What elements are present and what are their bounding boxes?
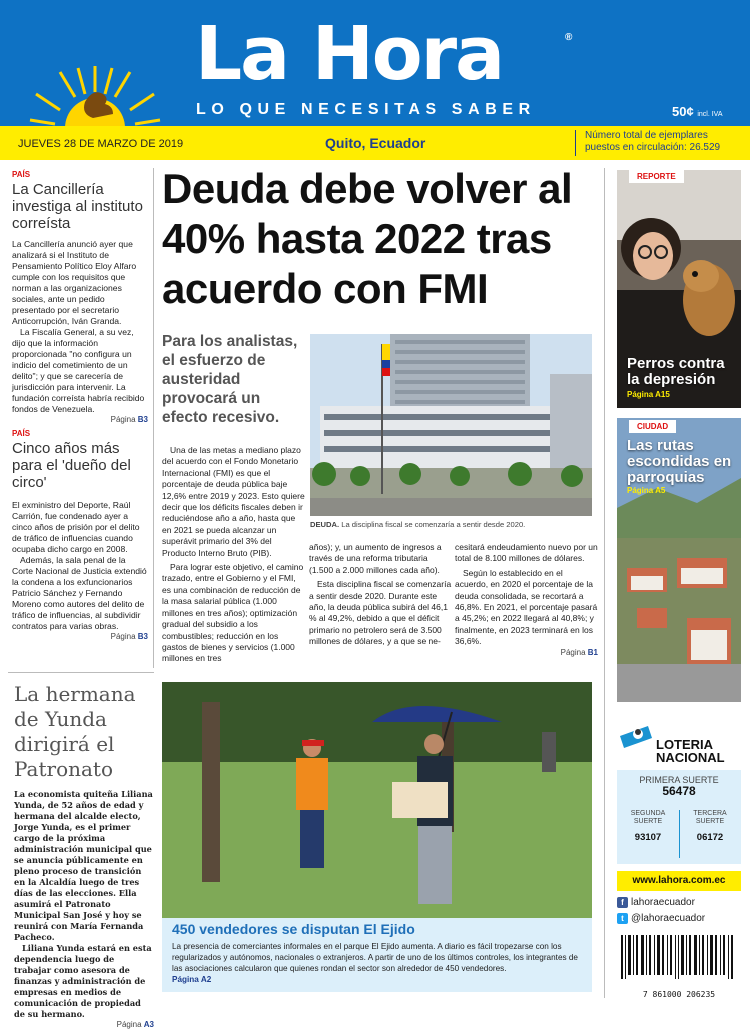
bottom-story-headline[interactable]: 450 vendedores se disputan El Ejido bbox=[172, 921, 415, 937]
story-kicker: PAÍS bbox=[12, 170, 31, 179]
bottom-story-text: La presencia de comerciantes informales en el parque El Ejido aumenta. A diario es fácil tropezarse con los regularizados y autónomos, nacionales o extranjeros. A partir de uno de los últimos controles, los integrantes de las asociaciones calcularon que quienes rondan el sector son alrededor de 450 vendedores. bbox=[172, 942, 578, 973]
story-kicker: PAÍS bbox=[12, 429, 31, 438]
section-label: REPORTE bbox=[629, 170, 684, 183]
page-reference: Página A15 bbox=[627, 390, 670, 399]
column-rule bbox=[604, 168, 605, 998]
website-link[interactable]: www.lahora.com.ec bbox=[617, 871, 741, 891]
story-paragraph: cesitará endeudamiento nuevo por un total de 8.100 millones de dólares. bbox=[455, 542, 598, 564]
card-title: Las rutas escondidas en parroquias bbox=[627, 437, 732, 486]
left-story-cancilleria[interactable] bbox=[12, 170, 148, 424]
page-reference: Página B3 bbox=[110, 415, 148, 424]
lottery-results bbox=[617, 770, 741, 864]
right-card-ciudad[interactable] bbox=[617, 418, 741, 702]
card-title: Perros contra la depresión bbox=[627, 355, 725, 388]
third-prize-label: TERCERA SUERTE bbox=[693, 810, 727, 825]
story-headline[interactable]: La Cancillería investiga al instituto correísta bbox=[12, 181, 143, 232]
tagline: LO QUE NECESITAS SABER bbox=[196, 101, 536, 118]
circulation-info: Número total de ejemplares puestos en circulación: 26.529 bbox=[585, 130, 721, 153]
section-label: CIUDAD bbox=[629, 420, 676, 433]
first-prize-number: 56478 bbox=[662, 784, 696, 798]
story-paragraph: El exministro del Deporte, Raúl Carrión, fue condenado ayer a cinco años de prisión por el delito de tráfico de influencias cuando ocupaba dicho cargo en 2008. bbox=[12, 500, 140, 554]
page-reference: Página A3 bbox=[116, 1020, 154, 1029]
main-headline[interactable]: Deuda debe volver al 40% hasta 2022 tras acuerdo con FMI bbox=[162, 165, 573, 312]
third-prize-number: 06172 bbox=[696, 832, 724, 843]
issue-date: JUEVES 28 DE MARZO DE 2019 bbox=[18, 138, 184, 150]
story-paragraph: La Cancillería anunció ayer que analizará si el Instituto de Pensamiento Político Eloy Alfaro cumple con los requisitos que norman a las organizaciones sociales, ante un pedido presentado por el secretario Anticorrupción, Iván Granda. bbox=[12, 239, 137, 326]
circulation-divider bbox=[575, 130, 576, 156]
story-paragraph: años); y, un aumento de ingresos a través de una reforma tributaria (1.500 a 2.000 millones cada año). bbox=[309, 542, 442, 575]
story-paragraph: Para lograr este objetivo, el camino trazado, entre el Gobierno y el FMI, es una combinación de reducción de la masa salarial pública (1.000 millones en tres años); optimización gradual del subsidio a los combustibles; reducción en los gastos de bienes y servicios (1.000 millones en tres bbox=[162, 562, 304, 664]
second-prize bbox=[617, 810, 679, 843]
horizontal-rule bbox=[8, 672, 154, 673]
barcode-icon bbox=[617, 935, 741, 985]
second-prize-number: 93107 bbox=[634, 832, 662, 843]
main-story-column-3 bbox=[455, 542, 598, 657]
main-subhead: Para los analistas, el esfuerzo de austeridad provocará un efecto recesivo. bbox=[162, 333, 298, 426]
story-paragraph: La Fiscalía General, a su vez, dijo que la información proporcionada "no configura un indicio del cometimiento de un delito"; y que se carecería de jurisdicción para intervenir. La fundación correísta habría recibido fondos de Venezuela. bbox=[12, 327, 145, 414]
column-rule bbox=[153, 168, 154, 668]
story-paragraph: Según lo establecido en el acuerdo, en 2020 el porcentaje de la deuda consolidada, se recortará a 46,8%. En 2021, el porcentaje pasará a 45,2%; en 2022 llegará al 40,8%; y finalmente, en 2023 terminará en los 36,6%. bbox=[455, 567, 598, 647]
sun-rooster-logo-icon bbox=[30, 62, 160, 128]
story-paragraph: Liliana Yunda estará en esta dependencia luego de trabajar como asesora de finanzas y administración de empresas en medios de comunicación de propiedad de su hermano. bbox=[14, 943, 152, 1019]
page-reference: Página A2 bbox=[172, 975, 212, 984]
facebook-link[interactable]: f lahoraecuador bbox=[617, 897, 695, 908]
left-story-carrion[interactable] bbox=[12, 429, 148, 641]
right-card-reporte[interactable] bbox=[617, 170, 741, 408]
story-paragraph: Una de las metas a mediano plazo del acuerdo con el Fondo Monetario Internacional (FMI) es que el porcentaje de deuda pública baje 12,6% entre 2019 y 2023. Esto quiere decir que los déficits fiscales deben ir reduciéndose año a año, hasta que en 2021 se pueda alcanzar un superávit primario del 3% del Producto Interno Bruto (PIB). bbox=[162, 445, 305, 558]
twitter-link[interactable]: t @lahoraecuador bbox=[617, 913, 705, 924]
twitter-icon: t bbox=[617, 913, 628, 924]
story-paragraph: La economista quiteña Liliana Yunda, de 52 años de edad y hermana del alcalde electo, Jorge Yunda, es el primer cargo de la próxima administración municipal que se anuncia públicamente en pleno proceso de transición en la Alcaldía luego de tres días de las elecciones. Ella asumirá el Patronato Municipal San José y hoy se reunirá con María Fernanda Pacheco. bbox=[14, 789, 153, 942]
story-paragraph: Esta disciplina fiscal se comenzaría a sentir desde 2020. Durante este año, la deuda pública subirá del 46,1 % al 49,2%, debido a que el déficit primario no petrolero será de 3.500 millones de dólares, y a que se ne- bbox=[309, 579, 452, 647]
page-reference: Página A5 bbox=[627, 486, 666, 495]
lottery-brand bbox=[656, 738, 725, 764]
lottery-brand-bottom: NACIONAL bbox=[656, 750, 725, 765]
story-paragraph: Además, la sala penal de la Corte Nacional de Justicia extendió la condena a los exfuncionarios Patricio Sánchez y Fernando Moreno como autores del delito de tráfico de influencias, al subdividir contratos para varias obras. bbox=[12, 555, 147, 631]
el-ejido-park-photo bbox=[162, 682, 592, 918]
city-label: Quito, Ecuador bbox=[325, 135, 426, 151]
first-prize-label: PRIMERA SUERTE bbox=[639, 775, 719, 785]
page-reference: Página B3 bbox=[110, 632, 148, 641]
third-prize bbox=[679, 810, 741, 843]
price: 50¢ incl. IVA bbox=[672, 104, 723, 119]
facebook-icon: f bbox=[617, 897, 628, 908]
lottery-brand-top: LOTERIA bbox=[656, 737, 714, 752]
barcode bbox=[617, 935, 741, 999]
story-headline[interactable]: Cinco años más para el 'dueño del circo' bbox=[12, 440, 131, 491]
yunda-headline[interactable]: La hermana de Yunda dirigirá el Patronato bbox=[14, 682, 136, 781]
registered-mark: ® bbox=[565, 32, 573, 43]
main-story-column-2 bbox=[309, 542, 452, 648]
bottom-story-body bbox=[172, 941, 587, 985]
photo-caption: DEUDA. La disciplina fiscal se comenzaría a sentir desde 2020. bbox=[310, 520, 526, 529]
page-reference: Página B1 bbox=[560, 647, 598, 657]
barcode-number: 7 861000 206235 bbox=[642, 990, 716, 999]
second-prize-label: SEGUNDA SUERTE bbox=[630, 810, 666, 825]
newspaper-title: La Hora bbox=[195, 11, 504, 97]
ministry-building-photo bbox=[310, 334, 592, 516]
yunda-story-body bbox=[14, 789, 154, 1029]
lottery-ticket-icon bbox=[618, 722, 654, 756]
main-story-column-1 bbox=[162, 445, 305, 665]
